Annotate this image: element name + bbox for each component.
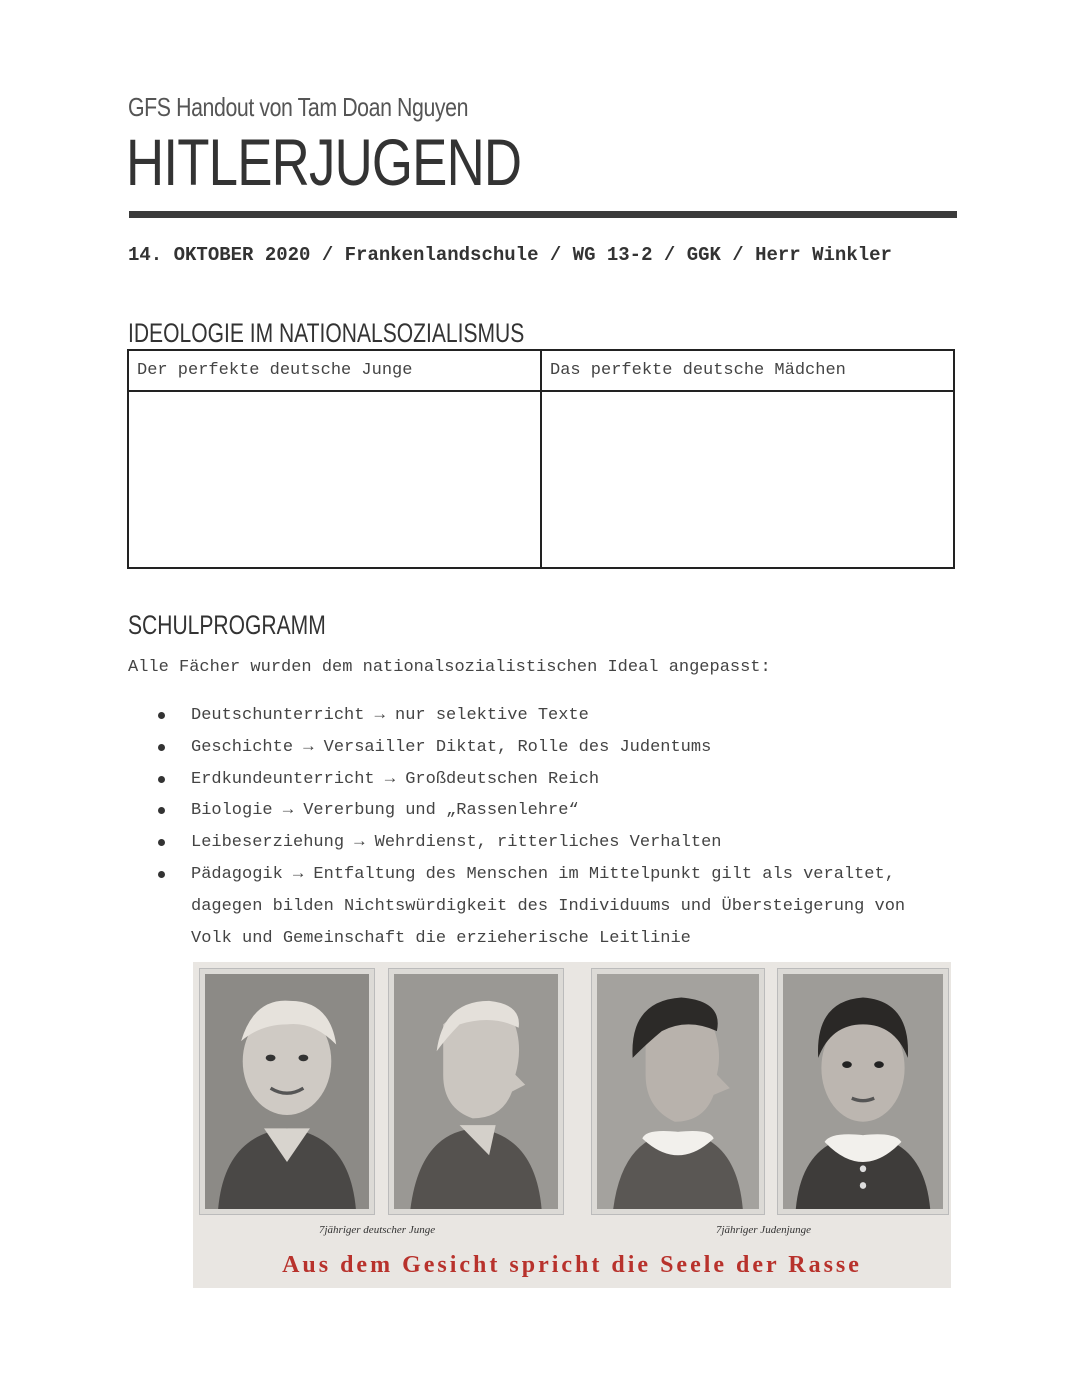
list-item: Deutschunterricht → nur selektive Texte [150,700,950,732]
bullet-icon [158,871,165,878]
ideology-column-boy: Der perfekte deutsche Junge [128,350,541,391]
subjects-list [150,700,950,954]
document-meta: 14. OKTOBER 2020 / Frankenlandschule / WG 13-2 / GGK / Herr Winkler [128,244,892,266]
title-divider [129,211,957,218]
ideology-table [127,349,955,569]
poster-slogan: Aus dem Gesicht spricht die Seele der Rasse [282,1252,862,1278]
caption-german-boy: 7jähriger deutscher Junge [319,1224,436,1236]
list-item: Biologie → Vererbung und „Rassenlehre“ [150,795,950,827]
bullet-icon [158,839,165,846]
photo-jewish-boy-profile [591,968,765,1215]
list-item: Geschichte → Versailler Diktat, Rolle des Judentums [150,732,950,764]
school-heading: SCHULPROGRAMM [128,610,326,640]
list-item: Erdkundeunterricht → Großdeutschen Reich [150,764,950,796]
ideology-column-girl: Das perfekte deutsche Mädchen [541,350,954,391]
photo-jewish-boy-front [777,968,949,1215]
photo-german-boy-front [199,968,375,1215]
ideology-cell-boy[interactable] [128,391,541,568]
ideology-cell-girl[interactable] [541,391,954,568]
document-title: HITLERJUGEND [126,125,522,199]
bullet-icon [158,776,165,783]
photo-german-boy-profile [388,968,564,1215]
document-subtitle: GFS Handout von Tam Doan Nguyen [128,92,469,122]
ideology-heading: IDEOLOGIE IM NATIONALSOZIALISMUS [128,318,525,348]
list-item: Leibeserziehung → Wehrdienst, ritterliches Verhalten [150,827,950,859]
list-item: Pädagogik → Entfaltung des Menschen im Mittelpunkt gilt als veraltet, dagegen bilden Nichtswürdigkeit des Individuums und Übersteigerung von Volk und Gemeinschaft die erzieherische Leitlinie [150,859,950,954]
school-intro: Alle Fächer wurden dem nationalsozialistischen Ideal angepasst: [128,658,771,677]
bullet-icon [158,712,165,719]
propaganda-poster [193,962,951,1288]
bullet-icon [158,744,165,751]
caption-jewish-boy: 7jähriger Judenjunge [716,1224,812,1236]
bullet-icon [158,807,165,814]
